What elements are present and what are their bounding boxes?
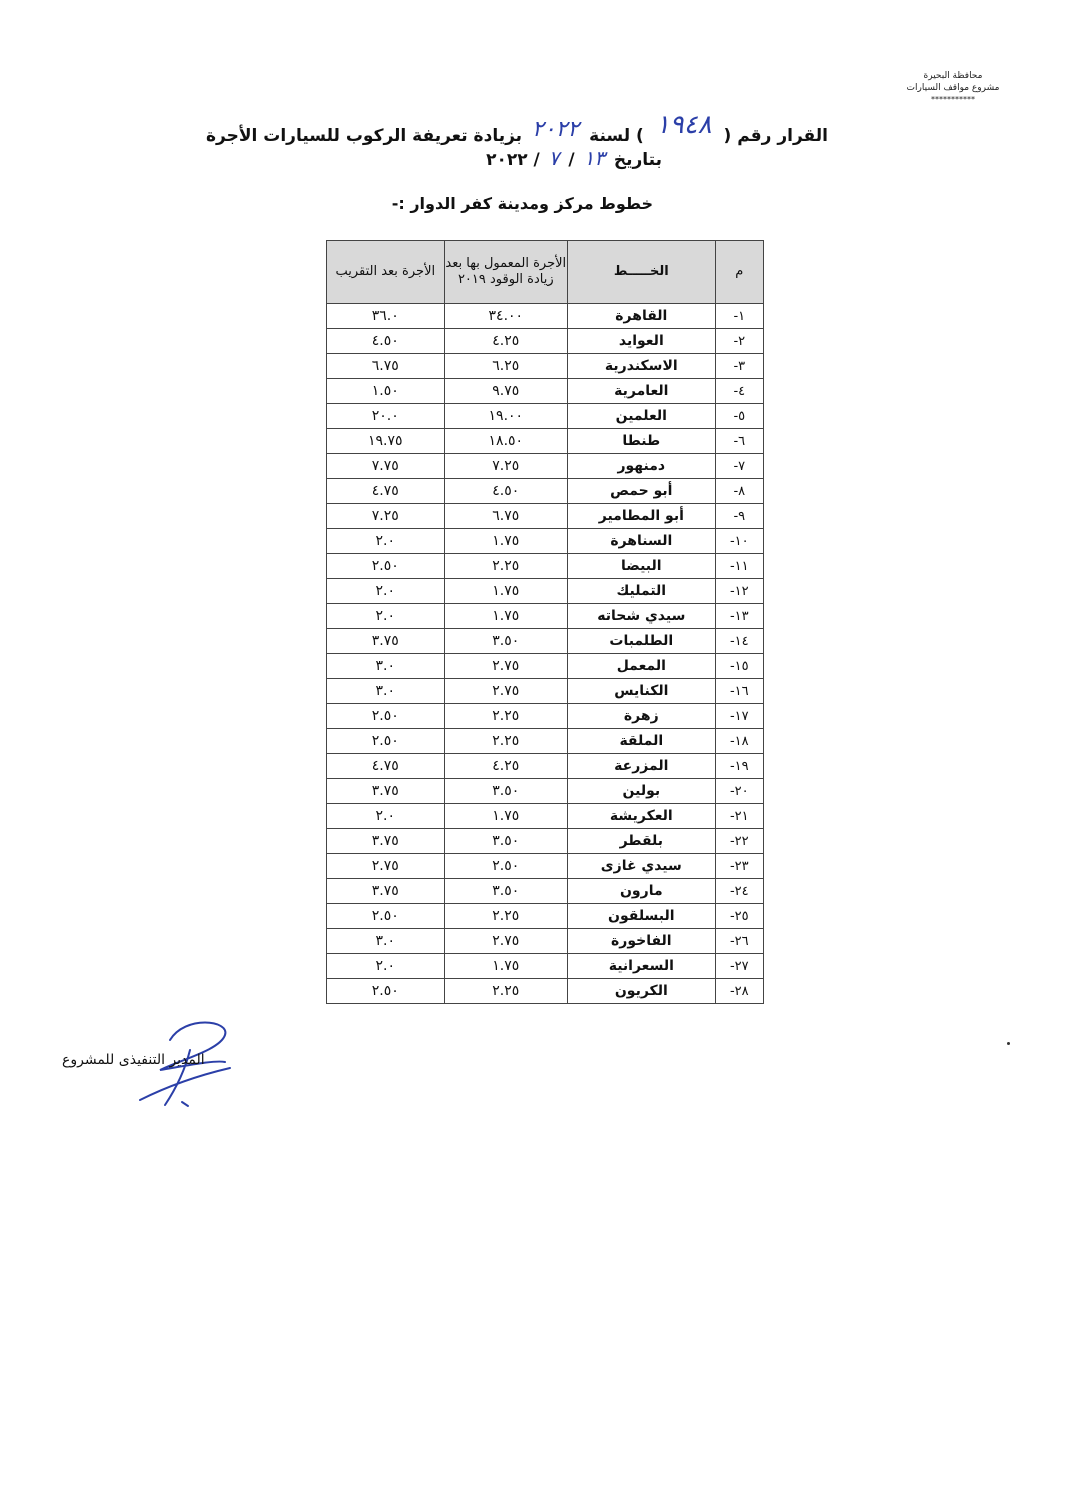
row-number: ٣- [715,354,763,379]
row-number: ٢٤- [715,879,763,904]
row-number: ٢٥- [715,904,763,929]
row-number: ١٦- [715,679,763,704]
decree-close: ) [636,126,644,146]
header-old-fare: الأجرة المعمول بها بعد زيادة الوقود ٢٠١٩ [444,241,567,304]
paper-speck [1007,1042,1010,1045]
old-fare: ٢.٢٥ [444,729,567,754]
old-fare: ٤.٥٠ [444,479,567,504]
route-name: الكنايس [568,679,716,704]
old-fare: ٢.٧٥ [444,679,567,704]
row-number: ١٩- [715,754,763,779]
new-fare: ٢.٠ [327,579,445,604]
route-name: البسلقون [568,904,716,929]
old-fare: ٢.٧٥ [444,654,567,679]
row-number: ٢٠- [715,779,763,804]
table-row [327,504,764,529]
row-number: ٢٢- [715,829,763,854]
old-fare: ١.٧٥ [444,604,567,629]
route-name: السناهرة [568,529,716,554]
table-row [327,529,764,554]
row-number: ٢٨- [715,979,763,1004]
row-number: ٢٦- [715,929,763,954]
new-fare: ٣.٠ [327,654,445,679]
route-name: زهرة [568,704,716,729]
table-row [327,404,764,429]
new-fare: ٤.٧٥ [327,754,445,779]
route-name: سيدي شحاته [568,604,716,629]
new-fare: ٢.٥٠ [327,704,445,729]
row-number: ٢١- [715,804,763,829]
route-name: العامرية [568,379,716,404]
row-number: ١١- [715,554,763,579]
old-fare: ١٩.٠٠ [444,404,567,429]
table-row [327,554,764,579]
date-year: ٢٠٢٢ [486,150,528,170]
old-fare: ٣.٥٠ [444,879,567,904]
section-subtitle: خطوط مركز ومدينة كفر الدوار :- [391,194,653,213]
table-row [327,479,764,504]
route-name: المعمل [568,654,716,679]
old-fare: ٢.٢٥ [444,704,567,729]
route-name: أبو حمص [568,479,716,504]
table-row [327,304,764,329]
new-fare: ٣٦.٠ [327,304,445,329]
route-name: سيدي غازى [568,854,716,879]
old-fare: ٤.٢٥ [444,329,567,354]
route-name: البيضا [568,554,716,579]
decree-number-handwritten: ١٩٤٨ [655,110,712,140]
row-number: ١٧- [715,704,763,729]
table-row [327,379,764,404]
old-fare: ٦.٧٥ [444,504,567,529]
row-number: ١٢- [715,579,763,604]
old-fare: ١.٧٥ [444,529,567,554]
signature-label: المدير التنفيذى للمشروع [62,1052,205,1068]
decree-subject: بزيادة تعريفة الركوب للسيارات الأجرة [206,126,523,146]
old-fare: ٧.٢٥ [444,454,567,479]
route-name: دمنهور [568,454,716,479]
new-fare: ٣.٧٥ [327,879,445,904]
old-fare: ١٨.٥٠ [444,429,567,454]
route-name: الكريون [568,979,716,1004]
table-row [327,679,764,704]
old-fare: ٣٤.٠٠ [444,304,567,329]
route-name: العكريشة [568,804,716,829]
new-fare: ٢.٠ [327,954,445,979]
fare-table [326,240,764,1004]
table-row [327,354,764,379]
fare-table-body [327,304,764,1004]
table-row [327,329,764,354]
governorate-name: محافظة البحيرة [923,71,983,81]
route-name: الملقة [568,729,716,754]
header-stars: *********** [931,95,975,104]
route-name: القاهرة [568,304,716,329]
table-row [327,429,764,454]
new-fare: ١٩.٧٥ [327,429,445,454]
date-separator: / [568,150,575,170]
header-no: م [715,241,763,304]
new-fare: ٣.٧٥ [327,629,445,654]
year-label: لسنة [589,126,631,146]
new-fare: ٢.٥٠ [327,904,445,929]
row-number: ٩- [715,504,763,529]
route-name: العلمين [568,404,716,429]
table-row [327,804,764,829]
new-fare: ٧.٢٥ [327,504,445,529]
old-fare: ٢.٢٥ [444,904,567,929]
date-month-handwritten: ٧ [548,146,560,170]
old-fare: ١.٧٥ [444,579,567,604]
new-fare: ٢.٧٥ [327,854,445,879]
row-number: ٤- [715,379,763,404]
new-fare: ٢.٥٠ [327,979,445,1004]
table-row [327,954,764,979]
date-separator: / [533,150,540,170]
header-new-fare: الأجرة بعد التقريب [327,241,445,304]
old-fare: ٢.٧٥ [444,929,567,954]
row-number: ٢٣- [715,854,763,879]
table-header-row [327,241,764,304]
row-number: ٧- [715,454,763,479]
old-fare: ٣.٥٠ [444,629,567,654]
route-name: بولين [568,779,716,804]
row-number: ١- [715,304,763,329]
decree-year-handwritten: ٢٠٢٢ [531,117,580,142]
new-fare: ٢٠.٠ [327,404,445,429]
table-row [327,854,764,879]
project-name: مشروع مواقف السيارات [906,83,1000,93]
row-number: ١٤- [715,629,763,654]
new-fare: ٣.٧٥ [327,779,445,804]
new-fare: ٣.٧٥ [327,829,445,854]
row-number: ١٨- [715,729,763,754]
table-row [327,879,764,904]
header-line: الخـــــط [568,241,716,304]
new-fare: ٢.٥٠ [327,729,445,754]
new-fare: ٢.٠ [327,804,445,829]
date-label: بتاريخ [613,150,662,170]
old-fare: ١.٧٥ [444,954,567,979]
new-fare: ٧.٧٥ [327,454,445,479]
route-name: أبو المطامير [568,504,716,529]
table-row [327,754,764,779]
table-row [327,704,764,729]
old-fare: ٢.٢٥ [444,554,567,579]
table-row [327,929,764,954]
new-fare: ٣.٠ [327,679,445,704]
new-fare: ٤.٥٠ [327,329,445,354]
table-row [327,829,764,854]
old-fare: ٤.٢٥ [444,754,567,779]
route-name: طنطا [568,429,716,454]
row-number: ٢- [715,329,763,354]
row-number: ١٠- [715,529,763,554]
old-fare: ٦.٢٥ [444,354,567,379]
route-name: العوايد [568,329,716,354]
date-day-handwritten: ١٣ [583,146,605,170]
old-fare: ١.٧٥ [444,804,567,829]
route-name: بلقطر [568,829,716,854]
route-name: التمليك [568,579,716,604]
row-number: ١٣- [715,604,763,629]
table-row [327,604,764,629]
new-fare: ٢.٠ [327,529,445,554]
old-fare: ٢.٢٥ [444,979,567,1004]
route-name: الاسكندرية [568,354,716,379]
new-fare: ٦.٧٥ [327,354,445,379]
old-fare: ٢.٥٠ [444,854,567,879]
new-fare: ٢.٥٠ [327,554,445,579]
row-number: ٢٧- [715,954,763,979]
decree-date [486,146,662,170]
new-fare: ٢.٠ [327,604,445,629]
organization-header [878,70,1028,106]
new-fare: ١.٥٠ [327,379,445,404]
decree-prefix: القرار رقم ( [723,126,828,146]
old-fare: ٣.٥٠ [444,779,567,804]
table-row [327,729,764,754]
route-name: مارون [568,879,716,904]
table-row [327,629,764,654]
row-number: ٨- [715,479,763,504]
route-name: المزرعة [568,754,716,779]
route-name: الطلمبات [568,629,716,654]
old-fare: ٣.٥٠ [444,829,567,854]
new-fare: ٤.٧٥ [327,479,445,504]
row-number: ١٥- [715,654,763,679]
new-fare: ٣.٠ [327,929,445,954]
route-name: السعرانية [568,954,716,979]
row-number: ٦- [715,429,763,454]
table-row [327,454,764,479]
table-row [327,779,764,804]
row-number: ٥- [715,404,763,429]
old-fare: ٩.٧٥ [444,379,567,404]
decree-title [206,110,828,148]
table-row [327,579,764,604]
table-row [327,904,764,929]
table-row [327,979,764,1004]
route-name: الفاخورة [568,929,716,954]
table-row [327,654,764,679]
